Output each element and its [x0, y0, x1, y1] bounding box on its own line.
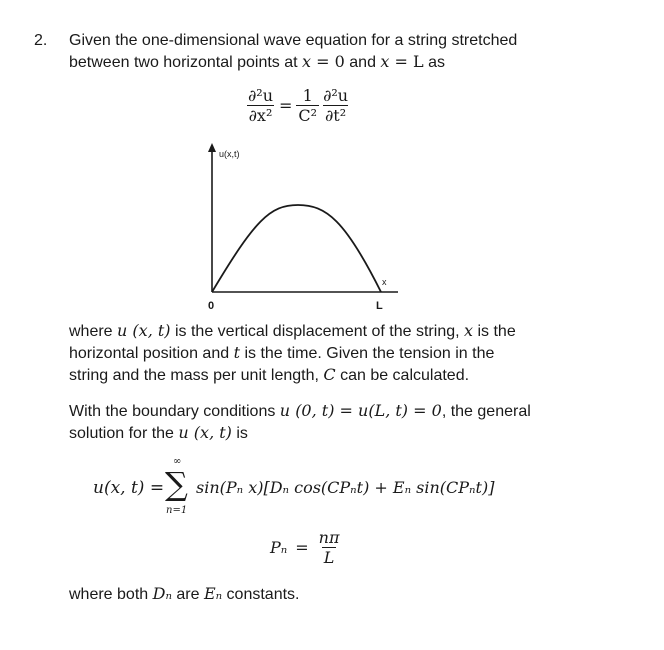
para2-line-2: [69, 422, 248, 445]
para2-text-a: With the boundary conditions: [69, 403, 280, 420]
math-x: x: [302, 52, 312, 71]
string-displacement-graph: [195, 140, 415, 320]
equals-sign: =: [279, 96, 293, 115]
math-eq-L: = L: [389, 52, 424, 71]
math-x-2: x: [380, 52, 390, 71]
y-axis-arrow: [208, 143, 216, 152]
para1-text-c: is the: [473, 323, 516, 340]
math-uxt-2: u (x, t): [178, 423, 232, 442]
lhs-numerator: ∂²u: [248, 86, 273, 105]
lhs-denominator: ∂x²: [248, 106, 273, 125]
para1-text-a: where: [69, 323, 118, 340]
string-curve: [212, 205, 381, 292]
pn-denominator: L: [323, 548, 335, 567]
coef-numerator: 1: [302, 86, 313, 105]
solution-lhs: u(x, t) =: [93, 478, 165, 498]
para1-line-2: [69, 342, 494, 365]
length-label: L: [376, 300, 383, 312]
math-t: t: [233, 343, 240, 362]
coef-fraction: [296, 86, 319, 125]
pn-fraction: [317, 528, 342, 567]
rhs-numerator: ∂²u: [323, 86, 349, 105]
intro-line-2: [69, 51, 445, 74]
para2-text-c: solution for the: [69, 425, 179, 442]
pn-equals: =: [295, 538, 309, 557]
para2-line-1: [69, 400, 531, 423]
math-uxt: u (x, t): [117, 321, 171, 340]
final-line: [69, 583, 299, 606]
rhs-denominator: ∂t²: [325, 106, 347, 125]
pn-numerator: nπ: [318, 528, 340, 547]
origin-label: 0: [208, 300, 215, 312]
as-text: as: [423, 54, 445, 71]
y-axis-label: u(x,t): [219, 149, 240, 159]
sum-upper-limit: ∞: [173, 456, 182, 467]
pn-definition: [270, 528, 341, 567]
math-C: C: [323, 365, 336, 384]
intro-line-1: Given the one-dimensional wave equation for a string stretched: [69, 32, 518, 49]
para2-text-b: , the general: [441, 403, 531, 420]
sum-lower-limit: n=1: [166, 505, 188, 516]
final-text-b: are: [171, 586, 204, 603]
para1-text-g: can be calculated.: [335, 367, 470, 384]
para2-text-d: is: [231, 425, 248, 442]
para1-text-b: is the vertical displacement of the string,: [170, 323, 464, 340]
final-text-a: where both: [69, 586, 153, 603]
math-boundary-conditions: u (0, t) = u(L, t) = 0: [279, 401, 442, 420]
para1-text-d: horizontal position and: [69, 345, 234, 362]
solution-rhs: sin(Pₙ x)[Dₙ cos(CPₙt) + Eₙ sin(CPₙt)]: [196, 478, 495, 497]
para1-line-3: [69, 364, 469, 387]
math-eq-zero: = 0: [311, 52, 345, 71]
and-text: and: [344, 54, 381, 71]
para1-text-e: is the time. Given the tension in the: [240, 345, 495, 362]
intro-text: between two horizontal points at: [69, 54, 303, 71]
lhs-fraction: [246, 86, 275, 125]
sum-symbol: ∑: [165, 465, 188, 503]
math-Dn: Dₙ: [152, 584, 172, 603]
rhs-fraction: [321, 86, 350, 125]
final-text-c: constants.: [222, 586, 300, 603]
coef-denominator: C²: [298, 106, 318, 125]
x-axis-label: x: [382, 277, 387, 287]
pn-lhs: Pₙ: [270, 538, 288, 557]
para1-text-f: string and the mass per unit length,: [69, 367, 324, 384]
math-En: Eₙ: [203, 584, 223, 603]
math-x-para: x: [464, 321, 474, 340]
question-number: 2.: [34, 32, 48, 49]
wave-equation: [246, 86, 350, 125]
para1-line-1: [69, 320, 516, 343]
